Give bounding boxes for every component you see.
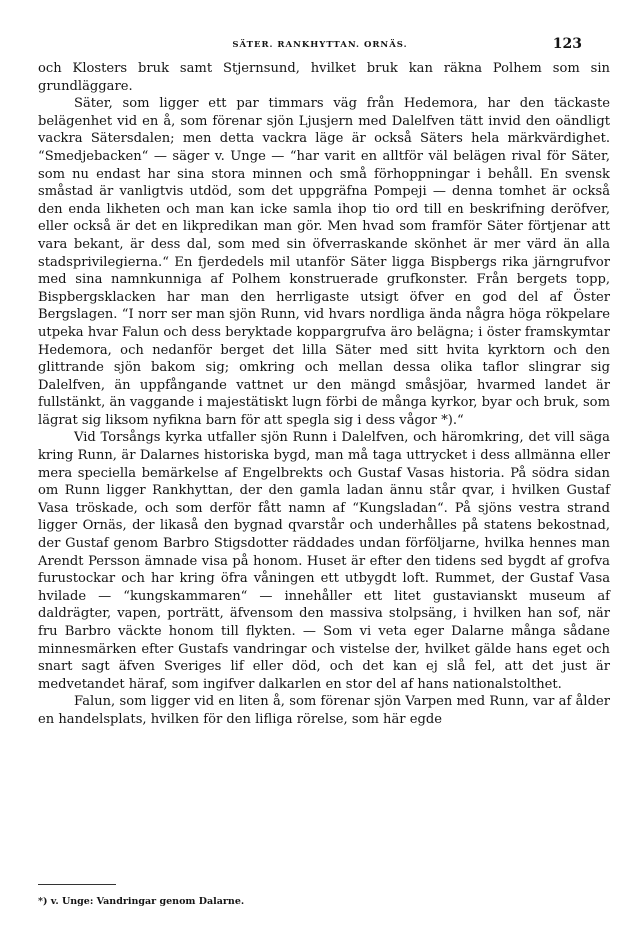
body-text [38,60,610,729]
paragraph-continuation: och Klosters bruk samt Stjernsund, hvilket bruk kan räkna Polhem som sin grundläggare. [38,61,610,94]
paragraph-falun: Falun, som ligger vid en liten å, som förenar sjön Varpen med Runn, var af ålder en handelsplats, hvilken för den lifliga rörelse, som här egde [38,694,610,727]
paragraph-sater: Säter, som ligger ett par timmars väg från Hedemora, har den täckaste belägenhet vid en å, som förenar sjön Ljusjern med Dalelfven tätt invid den oändligt vackra Sätersdalen; men detta vackra läge är också Säters hela märkvärdighet. “Smedjebacken“ — säger v. Unge — “har varit en alltför väl belägen rival för Säter, som nu endast har sina stora minnen och små förhoppningar i behåll. En svensk småstad är vanligtvis utdöd, som det uppgräfna Pompeji — denna tomhet är också den enda likheten och man kan icke samla ihop tio ord till en beskrifning deröfver, eller också är det en likpredikan man gör. Men hvad som framför Säter förtjenar att vara bekant, är dess dal, som med sin öfverraskande skönhet är mer värd än alla stadsprivilegierna.“ En fjerdedels mil utanför Säter ligga Bispbergs rika järngrufvor med sina namnkunniga af Polhem konstruerade grufkonster. Från bergets topp, Bispbergsklacken har man den herrligaste utsigt öfver en god del af Öster Bergslagen. “I norr ser man sjön Runn, vid hvars nordliga ända några höga rökpelare utpeka hvar Falun och dess beryktade koppargrufva äro belägna; i öster framskymtar Hedemora, och nedanför berget det lilla Säter med sitt hvita kyrktorn och den glittrande sjön bakom sig; omkring och mellan dessa olika taflor slingrar sig Dalelfven, än uppfångande vattnet ur den mängd småsjöar, hvarmed landet är fullstänkt, än vaggande i majestätiskt lugn förbi de många kyrkor, byar och bruk, som lägrat sig liksom nyfikna barn för att spegla sig i dess vågor *).“ [38,96,610,428]
paragraph-torsang: Vid Torsångs kyrka utfaller sjön Runn i Dalelfven, och häromkring, det vill säga kring Runn, är Dalarnes historiska bygd, man må taga uttrycket i dess allmänna eller mera speciella bemärkelse af Engelbrekts och Gustaf Vasas historia. På södra sidan om Runn ligger Rankhyttan, der den gamla ladan ännu står qvar, i hvilken Gustaf Vasa tröskade, och som derför fått namn af “Kungsladan“. På sjöns vestra strand ligger Ornäs, der likaså den bygnad qvarstår och underhålles på statens bekostnad, der Gustaf genom Barbro Stigsdotter räddades undan förföljarne, hvilka hennes man Arendt Persson ämnade visa på honom. Huset är efter den tidens sed bygdt af grofva furustockar och har kring öfra våningen ett utbygdt loft. Rummet, der Gustaf Vasa hvilade — “kungskammaren“ — innehåller ett litet gustavianskt museum af daldrägter, vapen, porträtt, äfvensom den massiva stolpsäng, i hvilken han sof, när fru Barbro väckte honom till flykten. — Som vi veta eger Dalarne många sådane minnesmärken efter Gustafs vandringar och vistelse der, hvilket gälde hans eget och snart sagt äfven Sveriges lif eller död, och det kan ej slå fel, att det just är medvetandet häraf, som ingifver dalkarlen en stor del af hans nationalstolthet. [38,430,610,692]
page-number: 123 [552,36,582,52]
footnote: *) v. Unge: Vandringar genom Dalarne. [38,896,245,907]
running-header [0,36,640,56]
footnote-divider [38,884,116,885]
running-title: SÄTER. RANKHYTTAN. ORNÄS. [232,40,408,50]
